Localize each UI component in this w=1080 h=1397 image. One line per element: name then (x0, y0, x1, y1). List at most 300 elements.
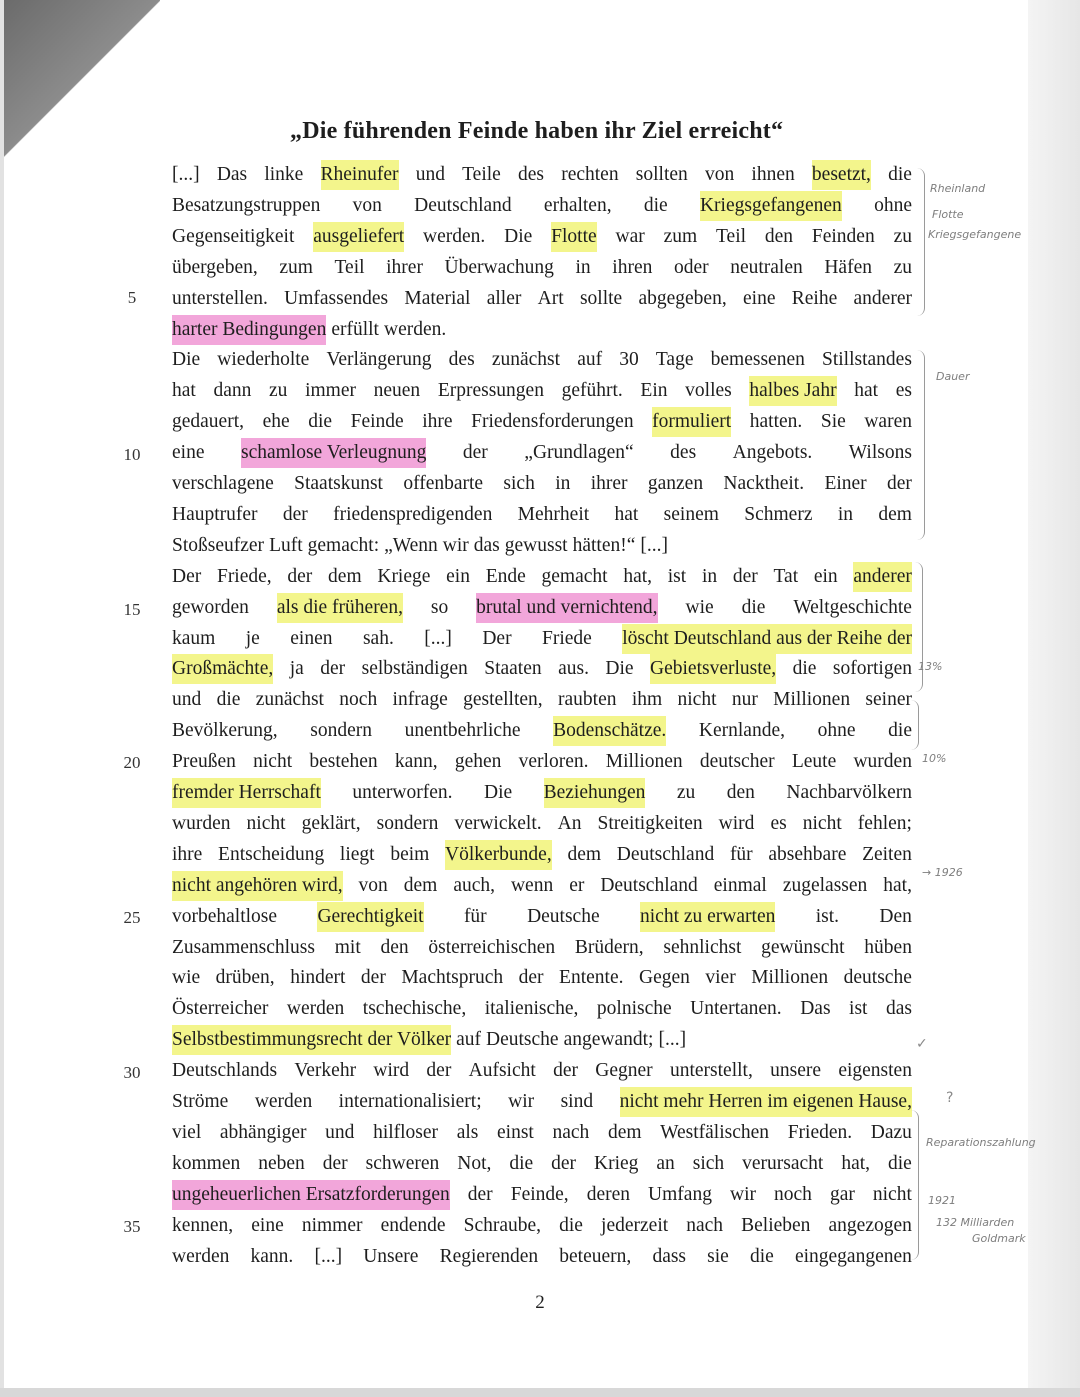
word: Die (172, 349, 201, 371)
word: hat, (623, 565, 653, 587)
word: ihnen (751, 164, 795, 185)
word: wie (172, 967, 201, 989)
word: Einer (824, 473, 867, 494)
word: einst (497, 1121, 534, 1143)
text-line (172, 593, 912, 623)
word: des (670, 442, 697, 464)
word: Belieben (741, 1214, 811, 1236)
word: zu (269, 380, 288, 402)
word: Deutsche (527, 905, 600, 927)
text-line (172, 933, 912, 963)
word: liegt (339, 843, 375, 865)
word: der (551, 1152, 577, 1174)
word: das (473, 534, 500, 556)
text-line (172, 284, 912, 314)
word: Tage (655, 349, 694, 371)
word: von (358, 874, 388, 896)
word: Häfen (824, 256, 872, 278)
highlighted-phrase: Beziehungen (544, 778, 646, 808)
word: aus. (558, 658, 589, 680)
word: gemacht: (307, 534, 380, 556)
word: ein (813, 565, 838, 587)
word: Deutschland (600, 874, 698, 896)
word: die (741, 596, 766, 618)
word: raubten (558, 689, 617, 711)
word: Wilsons (848, 442, 912, 464)
text-line (172, 253, 912, 283)
word: viel (172, 1121, 202, 1143)
word: der (426, 1060, 452, 1082)
word: unterworfen. (352, 782, 453, 803)
text-line (172, 222, 912, 252)
word: gehen (454, 751, 502, 773)
word: ihre (172, 843, 203, 865)
word: 30 (619, 349, 639, 371)
word: den (726, 782, 755, 803)
margin-check-icon: ✓ (916, 1036, 928, 1052)
word: nimmer (301, 1214, 363, 1236)
word: aller (486, 287, 522, 309)
word: polnische (596, 998, 672, 1020)
highlighted-phrase: fremder Herrschaft (172, 778, 321, 808)
word: Die (504, 225, 533, 247)
word: nicht (253, 751, 293, 773)
word: Westfälischen (660, 1121, 770, 1143)
word: Gegenseitigkeit (172, 225, 295, 247)
word: Den (879, 905, 912, 927)
line-number: 15 (123, 600, 141, 619)
text-line (172, 840, 912, 870)
text-line (172, 1211, 912, 1241)
word: sehnlichst (663, 936, 742, 958)
word: Kernlande, (698, 720, 785, 742)
margin-note-1926: → 1926 (922, 866, 963, 879)
word: absehbare (768, 843, 847, 865)
document-title: „Die führenden Feinde haben ihr Ziel erreicht“ (290, 118, 784, 144)
word: sondern (376, 812, 439, 834)
text-line (172, 716, 912, 746)
word: offenbarte (403, 473, 484, 494)
word: dann (213, 380, 252, 402)
word: ist (849, 998, 868, 1020)
highlighted-phrase: als die früheren, (277, 593, 403, 623)
word: wird (718, 812, 755, 834)
word: Feinde, (510, 1183, 569, 1205)
word: die (216, 689, 241, 711)
word: ein (446, 565, 470, 587)
word: Stoßseufzer (172, 534, 265, 556)
word: wie (685, 596, 714, 618)
word: ist (667, 565, 687, 587)
word: dass (652, 1245, 687, 1267)
word: nicht (872, 1183, 912, 1205)
highlighted-phrase: nicht mehr Herren im eigenen Hause, (620, 1087, 912, 1117)
word: Die (483, 782, 513, 803)
word: die (888, 164, 912, 185)
word: geworden (172, 596, 249, 618)
word: Friede, (216, 565, 272, 587)
word: nur (731, 689, 758, 711)
word: bemessenen (710, 349, 805, 371)
word: übergeben, (172, 256, 258, 278)
word: Erpressungen (437, 380, 544, 402)
word: wir (508, 1091, 535, 1112)
word: dem (878, 503, 912, 525)
word: österreichischen (428, 936, 556, 958)
word: anderer (853, 287, 912, 309)
word: wenn (510, 874, 554, 896)
line-number: 5 (127, 288, 137, 307)
word: Sie (820, 411, 846, 433)
margin-note-13-percent: 13% (918, 660, 943, 673)
highlighted-phrase: Gerechtigkeit (317, 902, 423, 932)
highlighted-phrase: Großmächte, (172, 654, 273, 684)
word: beteuern, (559, 1245, 632, 1267)
word: eine (172, 442, 205, 464)
word: so (430, 596, 449, 618)
text-line (172, 685, 912, 715)
word: Entente. (559, 967, 624, 989)
word: ihm (631, 689, 663, 711)
word: er (569, 874, 585, 896)
margin-bracket (916, 168, 925, 316)
margin-note-milliarden: 132 Milliarden (936, 1216, 1015, 1229)
word: [...] (172, 164, 200, 185)
word: waren (864, 411, 912, 433)
margin-note-dauer: Dauer (936, 370, 970, 383)
highlighted-phrase: anderer (853, 562, 911, 592)
text-line (172, 1118, 912, 1148)
word: eingegangenen (794, 1245, 912, 1267)
word: Der (482, 627, 512, 649)
word: ist. (815, 905, 840, 927)
word: erfüllt (331, 318, 379, 340)
word: Deutschland (616, 843, 715, 865)
text-line (172, 345, 912, 375)
word: Verlängerung (326, 349, 432, 371)
word: die (643, 194, 668, 216)
word: [...] (314, 1245, 343, 1267)
word: werden (286, 998, 345, 1020)
word: Verkehr (294, 1060, 357, 1082)
word: wir (442, 534, 469, 556)
text-line (172, 994, 912, 1024)
word: Hauptrufer (172, 503, 258, 525)
word: Staaten (484, 658, 542, 680)
word: Umfang (648, 1183, 712, 1205)
text-line (172, 624, 912, 654)
word: es (770, 812, 787, 834)
word: Angebots. (732, 442, 813, 464)
highlighted-phrase: halbes Jahr (749, 376, 836, 406)
text-line (172, 1242, 912, 1272)
word: bestehen (309, 751, 378, 773)
word: war (615, 225, 645, 247)
word: für (463, 905, 487, 927)
word: wurden (172, 812, 231, 834)
word: Schmerz (744, 503, 813, 525)
word: der (360, 967, 386, 989)
word: deutsche (843, 967, 912, 989)
word: hat (854, 380, 879, 402)
word: gedauert, (172, 411, 245, 433)
word: verloren. (518, 751, 589, 773)
word: zum (663, 225, 698, 247)
page-number: 2 (535, 1292, 545, 1313)
word: eine (743, 287, 776, 309)
word: nicht (802, 812, 842, 834)
word: Krieg (594, 1152, 639, 1174)
word: zu (676, 782, 696, 803)
word: endende (380, 1214, 446, 1236)
word: die (888, 1152, 912, 1174)
word: und (172, 689, 202, 711)
line-number: 20 (123, 753, 141, 772)
word: seinem (663, 503, 719, 525)
word: neutralen (730, 256, 803, 278)
line-number: 30 (123, 1063, 141, 1082)
word: deren (586, 1183, 631, 1205)
line-number: 10 (123, 445, 141, 464)
word: von (352, 194, 382, 216)
text-line (172, 809, 912, 839)
word: Weltgeschichte (793, 596, 912, 618)
word: Untertanen. (690, 998, 782, 1020)
word: geklärt, (301, 812, 361, 834)
word: tschechische, (362, 998, 467, 1020)
word: hatten. (749, 411, 803, 433)
word: unentbehrliche (404, 720, 521, 742)
word: sie (707, 1245, 729, 1267)
word: die (509, 1152, 534, 1174)
word: zugelassen (782, 874, 868, 896)
text-line (172, 1180, 912, 1210)
word: ihrer (590, 473, 628, 494)
word: der (287, 565, 313, 587)
text-line (172, 902, 912, 932)
highlighted-phrase: löscht Deutschland aus der Reihe der (622, 624, 912, 654)
word: linke (264, 164, 304, 185)
word: [...] (640, 534, 669, 556)
word: rechten (561, 164, 619, 185)
word: Gegner (595, 1060, 653, 1082)
word: die (792, 658, 817, 680)
word: und (325, 1121, 355, 1143)
text-line (172, 160, 912, 190)
word: „Wenn (384, 534, 438, 556)
word: Luft (269, 534, 303, 556)
word: abhängiger (219, 1121, 307, 1143)
word: unterstellen. (172, 287, 268, 309)
highlighted-phrase: Völkerbunde, (445, 840, 552, 870)
margin-note-10-percent: 10% (922, 752, 947, 765)
word: dem (567, 843, 602, 865)
word: Tat (773, 565, 799, 587)
word: oder (673, 256, 709, 278)
word: Deutsche (486, 1029, 559, 1051)
word: gar (829, 1183, 855, 1205)
text-line (172, 376, 912, 406)
word: Leute (791, 751, 837, 773)
highlighted-phrase: besetzt, (812, 160, 871, 190)
word: drüben, (215, 967, 275, 989)
word: Teil (334, 256, 365, 278)
word: neben (258, 1152, 305, 1174)
word: noch (339, 689, 378, 711)
word: Art (537, 287, 564, 309)
word: der (732, 565, 758, 587)
word: [...] (424, 627, 452, 649)
word: Feinden (811, 225, 875, 247)
margin-note-1921: 1921 (928, 1194, 956, 1207)
word: Überwachung (444, 256, 554, 278)
word: hat (614, 503, 639, 525)
word: in (837, 503, 853, 525)
word: sich (503, 473, 535, 494)
word: vier (705, 967, 736, 989)
margin-note-goldmark: Goldmark (972, 1232, 1026, 1245)
margin-question-icon: ? (946, 1090, 954, 1106)
word: nach (552, 1121, 590, 1143)
word: hätten!“ (572, 534, 636, 556)
word: der (320, 658, 346, 680)
word: ihre (422, 411, 453, 433)
highlighted-phrase: ausgeliefert (313, 222, 404, 252)
word: kennen, (172, 1214, 234, 1236)
highlighted-phrase: Bodenschätze. (553, 716, 666, 746)
word: seiner (865, 689, 912, 711)
word: „Grundlagen“ (524, 442, 634, 464)
word: die (308, 411, 333, 433)
text-line (172, 654, 912, 684)
word: Millionen (605, 751, 683, 773)
word: mit (334, 936, 361, 958)
word: hat, (883, 874, 912, 896)
word: kann. (250, 1245, 294, 1267)
word: verwickelt. (454, 812, 542, 834)
word: Österreicher (172, 998, 269, 1020)
word: sich (692, 1152, 725, 1174)
word: immer (305, 380, 356, 402)
word: den (764, 225, 794, 247)
word: Nacktheit. (723, 473, 805, 494)
word: werden (254, 1091, 313, 1112)
word: Ströme (172, 1091, 229, 1112)
highlighted-phrase: Gebietsverluste, (650, 654, 776, 684)
word: Ende (485, 565, 526, 587)
highlighted-phrase: brutal und vernichtend, (476, 593, 657, 623)
margin-note-flotte: Flotte (932, 208, 964, 221)
text-line (172, 438, 912, 468)
word: zunächst (255, 689, 324, 711)
text-line (172, 500, 912, 530)
word: internationalisiert; (338, 1091, 482, 1112)
text-line (172, 871, 912, 901)
word: auch, (453, 874, 495, 896)
word: sah. (362, 627, 394, 649)
word: wird (373, 1060, 410, 1082)
word: ganzen (647, 473, 704, 494)
word: sollte (579, 287, 623, 309)
margin-bracket (916, 350, 925, 540)
word: Entscheidung (218, 843, 325, 865)
word: angewandt; (563, 1029, 654, 1051)
word: eigensten (838, 1060, 912, 1082)
text-line (172, 1087, 912, 1117)
word: neuen (373, 380, 421, 402)
word: an (656, 1152, 675, 1174)
word: nicht (677, 689, 717, 711)
highlighted-phrase: harter Bedingungen (172, 315, 326, 345)
text-line (172, 315, 912, 345)
highlighted-phrase: Selbstbestimmungsrecht der Völker (172, 1025, 451, 1055)
word: der (462, 442, 488, 464)
word: verschlagene (172, 473, 274, 494)
word: gewusst (504, 534, 568, 556)
word: als (456, 1121, 479, 1143)
highlighted-phrase: nicht angehören wird, (172, 871, 343, 901)
word: wir (729, 1183, 756, 1205)
word: Preußen (172, 751, 236, 773)
word: Schraube, (463, 1214, 542, 1236)
word: einmal (713, 874, 767, 896)
word: ohne (874, 194, 912, 216)
word: Bevölkerung, (172, 720, 278, 742)
text-line (172, 1025, 912, 1055)
word: geführt. (561, 380, 623, 402)
word: Friedensforderungen (471, 411, 634, 433)
word: der (518, 967, 544, 989)
word: sofortigen (832, 658, 912, 680)
word: ihrer (386, 256, 423, 278)
word: Teile (462, 164, 501, 185)
word: Zeiten (862, 843, 912, 865)
highlighted-phrase: Kriegsgefangenen (700, 191, 842, 221)
word: Das (800, 998, 831, 1020)
word: kaum (172, 627, 216, 649)
text-line (172, 747, 912, 777)
word: Ein (640, 380, 668, 402)
word: fehlen; (857, 812, 912, 834)
word: unterstellt, (669, 1060, 753, 1082)
word: der (467, 1183, 493, 1205)
word: kommen (172, 1152, 241, 1174)
word: des (518, 164, 545, 185)
word: Feinde (350, 411, 404, 433)
margin-bracket (910, 700, 919, 750)
word: Der (172, 565, 202, 587)
word: wiederholte (217, 349, 310, 371)
word: deutscher (699, 751, 775, 773)
word: beim (390, 843, 430, 865)
word: in (575, 256, 591, 278)
word: die (888, 720, 912, 742)
word: Friede (542, 627, 592, 649)
word: Machtspruch (401, 967, 504, 989)
word: hat (172, 380, 196, 402)
word: hat, (841, 1152, 871, 1174)
text-line (172, 191, 912, 221)
word: Millionen (773, 689, 851, 711)
word: hüben (864, 936, 912, 958)
word: die (559, 1214, 583, 1236)
word: zu (893, 256, 912, 278)
text-line (172, 963, 912, 993)
word: nicht (246, 812, 286, 834)
word: werden. (383, 318, 447, 340)
word: ohne (817, 720, 856, 742)
word: Reihe (791, 287, 838, 309)
